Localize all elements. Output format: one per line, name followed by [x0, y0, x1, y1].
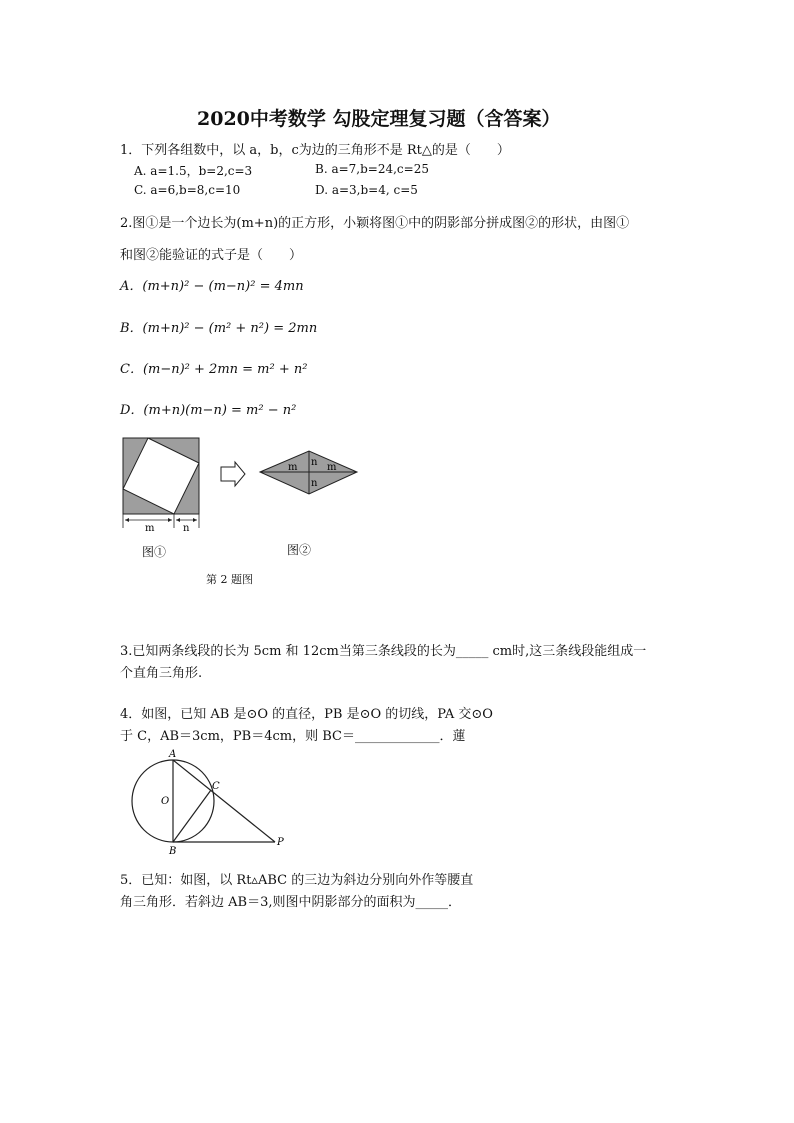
segment-bc: [173, 790, 211, 842]
fig1-label: 图①: [142, 545, 167, 559]
point-o-label: O: [161, 796, 170, 807]
q2-option-c: C．(m−n)² + 2mn = m² + n²: [120, 362, 308, 377]
page-title: 2020中考数学 勾股定理复习题（含答案）: [197, 108, 561, 130]
fig2-label: 图②: [287, 543, 312, 557]
q4-circle-figure: [125, 746, 295, 858]
q5-line2: 角三角形．若斜边 AB＝3,则图中阴影部分的面积为_____．: [120, 895, 461, 910]
fig1-n-label: n: [183, 523, 190, 534]
q4-line1: 4．如图，已知 AB 是⊙O 的直径，PB 是⊙O 的切线，PA 交⊙O: [120, 707, 493, 722]
point-p-label: P: [277, 837, 284, 848]
right-arrow-icon: [221, 462, 245, 486]
q2-stem-line1: 2.图①是一个边长为(m+n)的正方形，小颖将图①中的阴影部分拼成图②的形状，由图①: [120, 216, 630, 231]
q2-figures: [115, 434, 375, 534]
rhombus-figure-2: [260, 451, 357, 494]
fig2-n-label-top: n: [311, 457, 318, 468]
q3-line1: 3.已知两条线段的长为 5cm 和 12cm当第三条线段的长为_____ cm时,这三条线段能组成一: [120, 644, 647, 659]
q1-option-d: D. a=3,b=4, c=5: [315, 183, 418, 197]
point-a-label: A: [169, 749, 177, 760]
point-b-label: B: [169, 846, 177, 857]
fig2-m-label-right: m: [327, 462, 337, 473]
point-c-label: C: [212, 781, 220, 792]
q4-line2: 于 C，AB＝3cm，PB＝4cm，则 BC＝_____________．蓮: [120, 729, 466, 744]
q2-option-d: D．(m+n)(m−n) = m² − n²: [120, 403, 297, 418]
fig1-m-label: m: [145, 523, 155, 534]
q2-option-a: A．(m+n)² − (m−n)² = 4mn: [120, 279, 304, 294]
q1-option-a: A. a=1.5，b=2,c=3: [134, 164, 253, 178]
segment-pa: [173, 760, 275, 842]
q1-stem: 1．下列各组数中，以 a，b，c为边的三角形不是 Rt△的是（ ）: [120, 143, 510, 158]
q2-stem-line2: 和图②能验证的式子是（ ）: [120, 248, 303, 263]
square-figure-1: [123, 438, 199, 514]
q2-option-b: B．(m+n)² − (m² + n²) = 2mn: [120, 321, 318, 336]
fig-caption: 第 2 题图: [206, 573, 253, 586]
q1-option-c: C. a=6,b=8,c=10: [134, 183, 241, 197]
fig2-n-label-bottom: n: [311, 478, 318, 489]
q1-option-b: B. a=7,b=24,c=25: [315, 162, 429, 176]
q3-line2: 个直角三角形.: [120, 666, 203, 681]
q5-line1: 5．已知：如图，以 Rt▵ABC 的三边为斜边分别向外作等腰直: [120, 873, 474, 888]
fig2-m-label-left: m: [288, 462, 298, 473]
